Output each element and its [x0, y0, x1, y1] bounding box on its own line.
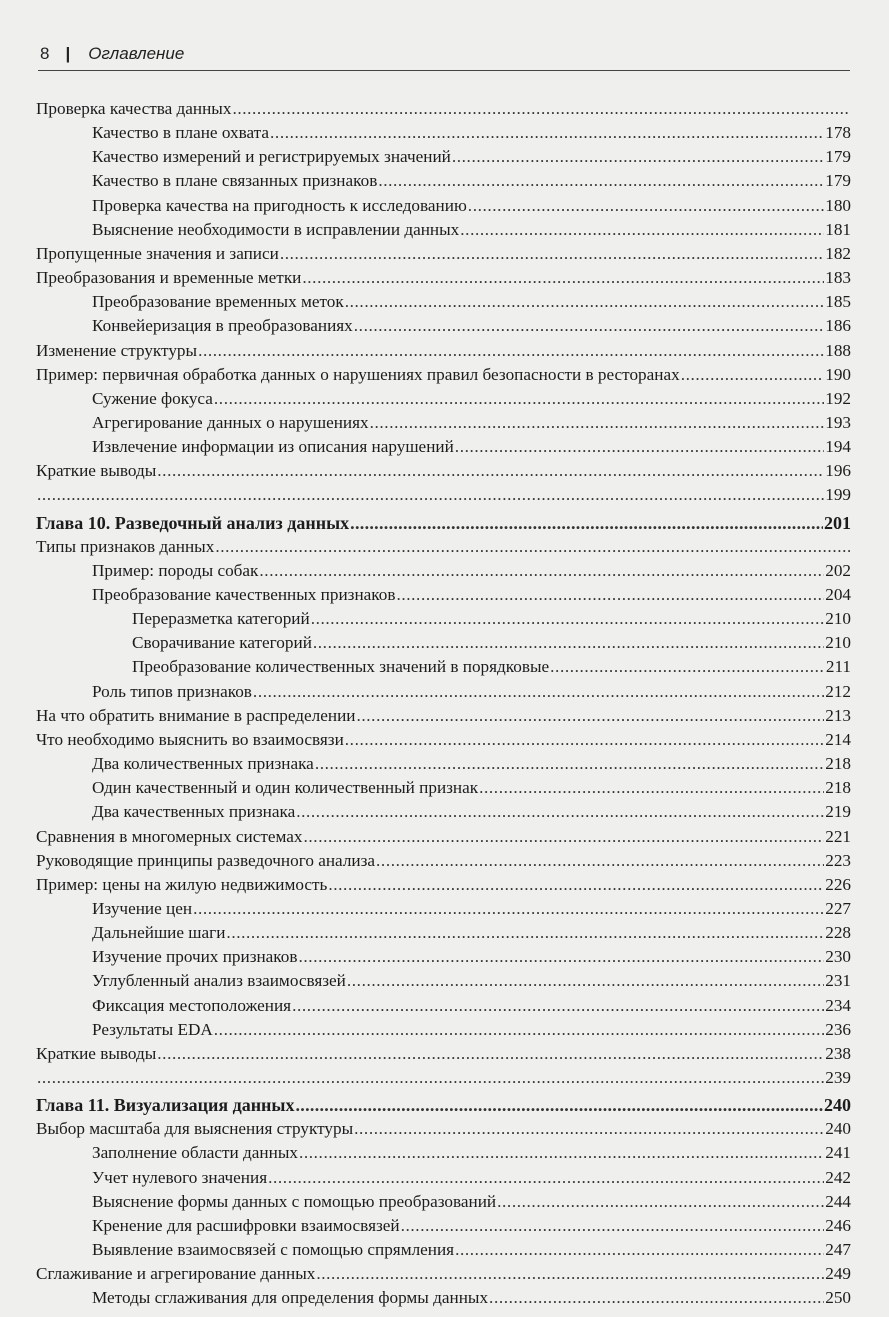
page-number: 8	[40, 44, 50, 63]
toc-leader-dots	[370, 411, 825, 435]
toc-entry-title: Проверка качества данных	[36, 99, 232, 118]
toc-entry	[92, 435, 851, 459]
toc-entry-title: Дальнейшие шаги	[92, 923, 226, 942]
toc-entry	[36, 459, 851, 483]
toc-entry-title: Пример: первичная обработка данных о нарушениях правил безопасности в ресторанах	[36, 365, 680, 384]
toc-leader-dots	[345, 728, 824, 752]
toc-leader-dots	[460, 218, 824, 242]
toc-page-number: 228	[825, 923, 851, 942]
toc-leader-dots	[193, 897, 824, 921]
toc-page-number: 240	[824, 1095, 851, 1115]
toc-leader-dots	[214, 387, 824, 411]
toc-entry-title: Сравнения в многомерных системах	[36, 827, 303, 846]
toc-page-number: 246	[825, 1216, 851, 1235]
toc-leader-dots	[350, 511, 823, 535]
toc-entry	[36, 849, 851, 873]
toc-entry	[92, 994, 851, 1018]
toc-entry-title: Выбор масштаба для выяснения структуры	[36, 1119, 354, 1138]
toc-entry	[92, 290, 851, 314]
toc-entry	[36, 704, 851, 728]
toc-entry-title: Выяснение формы данных с помощью преобразований	[92, 1192, 497, 1211]
toc-entry	[92, 145, 851, 169]
toc-leader-dots	[316, 1262, 824, 1286]
toc-leader-dots	[259, 559, 824, 583]
toc-leader-dots	[268, 1166, 824, 1190]
toc-page-number: 181	[825, 220, 851, 239]
toc-leader-dots	[315, 752, 824, 776]
toc-entry	[92, 680, 851, 704]
toc-entry-title: Результаты EDA	[92, 1020, 213, 1039]
toc-entry	[36, 825, 851, 849]
toc-leader-dots	[378, 169, 824, 193]
toc-entry-title: Преобразования и временные метки	[36, 268, 302, 287]
toc-entry-title: Извлечение информации из описания нарушений	[92, 437, 454, 456]
toc-leader-dots	[313, 631, 824, 655]
toc-leader-dots	[302, 266, 824, 290]
toc-page-number: 241	[825, 1143, 851, 1162]
toc-page-number: 204	[825, 585, 851, 604]
header-separator: |	[65, 44, 71, 63]
toc-leader-dots	[37, 1066, 824, 1090]
toc-entry	[92, 218, 851, 242]
toc-page-number: 192	[825, 389, 851, 408]
toc-entry	[36, 1117, 851, 1141]
toc-page-number: 179	[825, 147, 851, 166]
toc-leader-dots	[347, 969, 824, 993]
toc-entry-title: Преобразование временных меток	[92, 292, 344, 311]
toc-page-number: 201	[824, 513, 851, 533]
toc-page-number: 249	[825, 1264, 851, 1283]
toc-entry	[92, 314, 851, 338]
toc-entry-title: Изучение прочих признаков	[92, 947, 298, 966]
toc-entry	[92, 121, 851, 145]
toc-entry-title: Углубленный анализ взаимосвязей	[92, 971, 346, 990]
toc-leader-dots	[214, 1018, 824, 1042]
toc-page-number: 211	[825, 657, 851, 676]
toc-entry-title: Качество в плане охвата	[92, 123, 270, 142]
toc-entry	[36, 1262, 851, 1286]
toc-entry	[36, 873, 851, 897]
toc-entry-title: Роль типов признаков	[92, 682, 252, 701]
toc-leader-dots	[354, 1117, 824, 1141]
toc-leader-dots	[376, 849, 824, 873]
toc-entry	[36, 363, 851, 387]
toc-entry	[92, 800, 851, 824]
toc-page-number: 212	[825, 682, 851, 701]
toc-entry	[92, 1018, 851, 1042]
toc-entry	[92, 1141, 851, 1165]
toc-entry	[36, 97, 851, 121]
toc-leader-dots	[489, 1286, 824, 1310]
toc-page-number: 178	[825, 123, 851, 142]
toc-page-number: 239	[825, 1068, 851, 1087]
toc-leader-dots	[396, 583, 824, 607]
toc-entry-title: Сглаживание и агрегирование данных	[36, 1264, 316, 1283]
toc-page-number: 226	[825, 875, 851, 894]
toc-entry	[92, 559, 851, 583]
toc-entry	[92, 1238, 851, 1262]
toc-entry	[92, 411, 851, 435]
toc-leader-dots	[299, 1141, 824, 1165]
toc-entry	[92, 921, 851, 945]
toc-entry-title: Изменение структуры	[36, 341, 198, 360]
toc-entry	[36, 242, 851, 266]
running-title: Оглавление	[88, 44, 185, 63]
toc-page-number: 236	[825, 1020, 851, 1039]
toc-entry	[132, 631, 851, 655]
toc-leader-dots	[226, 921, 824, 945]
toc-entry	[92, 583, 851, 607]
toc-entry-title: Преобразование количественных значений в порядковые	[132, 657, 550, 676]
toc-page-number: 234	[825, 996, 851, 1015]
toc-entry-title: Глава 10. Разведочный анализ данных	[36, 513, 350, 533]
toc-page-number: 188	[825, 341, 851, 360]
toc-entry-title: Качество в плане связанных признаков	[92, 171, 378, 190]
toc-page-number: 182	[825, 244, 851, 263]
toc-page-number: 199	[825, 485, 851, 504]
toc-entry	[92, 897, 851, 921]
toc-entry-title: Заполнение области данных	[92, 1143, 298, 1162]
toc-entry-title: Качество измерений и регистрируемых значений	[92, 147, 451, 166]
page-header	[40, 44, 184, 64]
toc-entry-title: Конвейеризация в преобразованиях	[92, 316, 353, 335]
toc-page-number: 194	[825, 437, 851, 456]
toc-leader-dots	[452, 145, 824, 169]
toc-entry	[36, 483, 851, 507]
toc-entry	[92, 752, 851, 776]
toc-leader-dots	[550, 655, 825, 679]
toc-entry-title: Изучение цен	[92, 899, 193, 918]
toc-page-number: 183	[825, 268, 851, 287]
toc-entry-title: Агрегирование данных о нарушениях	[92, 413, 369, 432]
toc-entry	[92, 194, 851, 218]
toc-entry	[92, 387, 851, 411]
toc-page-number: 193	[825, 413, 851, 432]
toc-leader-dots	[232, 97, 850, 121]
toc-leader-dots	[157, 459, 824, 483]
toc-chapter-entry	[36, 511, 851, 535]
toc-entry	[92, 969, 851, 993]
toc-entry	[36, 535, 851, 559]
toc-leader-dots	[37, 483, 824, 507]
toc-leader-dots	[270, 121, 824, 145]
toc-entry-title: Проверка качества на пригодность к исследованию	[92, 196, 467, 215]
toc-page-number: 186	[825, 316, 851, 335]
toc-page-number: 218	[825, 778, 851, 797]
toc-entry-title: Переразметка категорий	[132, 609, 310, 628]
toc-page-number: 180	[825, 196, 851, 215]
header-rule	[38, 70, 850, 71]
toc-entry	[92, 1190, 851, 1214]
toc-leader-dots	[296, 1093, 824, 1117]
toc-entry	[36, 339, 851, 363]
toc-page-number: 247	[825, 1240, 851, 1259]
toc-entry-title: Сворачивание категорий	[132, 633, 312, 652]
toc-page-number: 190	[825, 365, 851, 384]
toc-entry-title: Выяснение необходимости в исправлении данных	[92, 220, 460, 239]
toc-page-number: 210	[825, 609, 851, 628]
toc-leader-dots	[356, 704, 824, 728]
toc-page-number: 223	[825, 851, 851, 870]
toc-entry	[92, 1286, 851, 1310]
toc-entry-title: Глава 11. Визуализация данных	[36, 1095, 295, 1115]
toc-entry-title: Краткие выводы	[36, 1044, 157, 1063]
toc-entry	[36, 1066, 851, 1090]
toc-leader-dots	[455, 435, 824, 459]
toc-page-number: 219	[825, 802, 851, 821]
toc-leader-dots	[401, 1214, 825, 1238]
toc-leader-dots	[157, 1042, 824, 1066]
toc-leader-dots	[311, 607, 825, 631]
toc-leader-dots	[292, 994, 824, 1018]
toc-entry	[92, 169, 851, 193]
toc-entry	[92, 1214, 851, 1238]
toc-entry-title: Фиксация местоположения	[92, 996, 292, 1015]
toc-leader-dots	[296, 800, 824, 824]
toc-entry	[92, 945, 851, 969]
toc-page-number: 214	[825, 730, 851, 749]
toc-entry	[36, 266, 851, 290]
toc-entry	[132, 607, 851, 631]
toc-entry-title: Преобразование качественных признаков	[92, 585, 396, 604]
toc-page-number: 250	[825, 1288, 851, 1307]
toc-leader-dots	[280, 242, 824, 266]
toc-leader-dots	[354, 314, 824, 338]
toc-leader-dots	[198, 339, 824, 363]
toc-page-number: 244	[825, 1192, 851, 1211]
toc-page-number: 210	[825, 633, 851, 652]
toc-entry-title: Кренение для расшифровки взаимосвязей	[92, 1216, 400, 1235]
toc-entry	[92, 1166, 851, 1190]
toc-leader-dots	[345, 290, 824, 314]
toc-page-number: 202	[825, 561, 851, 580]
toc-entry-title: Учет нулевого значения	[92, 1168, 268, 1187]
toc-leader-dots	[215, 535, 850, 559]
toc-entry-title: Методы сглаживания для определения формы данных	[92, 1288, 489, 1307]
toc-leader-dots	[479, 776, 824, 800]
toc-entry-title: Пример: породы собак	[92, 561, 259, 580]
toc-entry	[36, 1042, 851, 1066]
toc-entry-title: Один качественный и один количественный признак	[92, 778, 479, 797]
toc-entry-title: Краткие выводы	[36, 461, 157, 480]
toc-leader-dots	[497, 1190, 824, 1214]
toc-leader-dots	[304, 825, 825, 849]
toc-entry-title: Руководящие принципы разведочного анализа	[36, 851, 376, 870]
toc-leader-dots	[253, 680, 824, 704]
toc-entry-title: Два качественных признака	[92, 802, 296, 821]
toc-page-number: 230	[825, 947, 851, 966]
toc-entry	[36, 728, 851, 752]
toc-page-number: 227	[825, 899, 851, 918]
toc-page-number: 221	[825, 827, 851, 846]
toc-entry-title: Выявление взаимосвязей с помощью спрямления	[92, 1240, 455, 1259]
toc-entry-title: Пропущенные значения и записи	[36, 244, 279, 263]
toc-entry-title: Типы признаков данных	[36, 537, 215, 556]
toc-entry	[92, 776, 851, 800]
toc-leader-dots	[468, 194, 824, 218]
toc-page-number: 238	[825, 1044, 851, 1063]
toc-entry-title: На что обратить внимание в распределении	[36, 706, 356, 725]
toc-leader-dots	[328, 873, 824, 897]
toc-leader-dots	[455, 1238, 824, 1262]
toc-page-number: 218	[825, 754, 851, 773]
toc-page-number: 196	[825, 461, 851, 480]
toc-page-number: 179	[825, 171, 851, 190]
toc-entry-title: Что необходимо выяснить во взаимосвязи	[36, 730, 344, 749]
toc-entry-title: Пример: цены на жилую недвижимость	[36, 875, 328, 894]
toc-page-number: 213	[825, 706, 851, 725]
toc-leader-dots	[299, 945, 825, 969]
toc-entry-title: Сужение фокуса	[92, 389, 213, 408]
toc-entry-title: Два количественных признака	[92, 754, 314, 773]
toc-page-number: 231	[825, 971, 851, 990]
toc-chapter-entry	[36, 1093, 851, 1117]
toc-leader-dots	[681, 363, 825, 387]
toc-page-number: 240	[825, 1119, 851, 1138]
toc-entry	[132, 655, 851, 679]
toc-page-number: 185	[825, 292, 851, 311]
toc-page-number: 242	[825, 1168, 851, 1187]
